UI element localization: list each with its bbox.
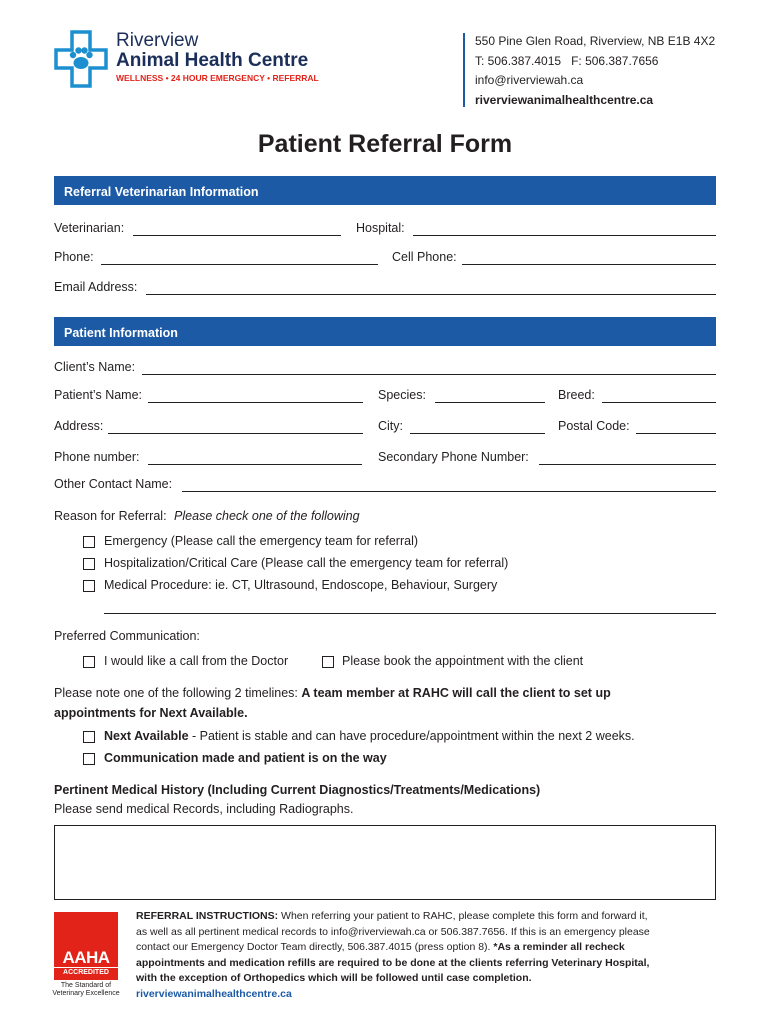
option-emergency: Emergency (Please call the emergency team for referral) xyxy=(104,534,419,548)
instructions-line-3b: *As a reminder all recheck xyxy=(493,941,625,953)
address-label: Address: xyxy=(54,419,104,433)
history-note: Please send medical Records, including Radiographs. xyxy=(54,802,354,816)
section-header-patient: Patient Information xyxy=(54,317,716,346)
checkbox-book-appointment[interactable] xyxy=(322,656,334,668)
referral-instructions xyxy=(136,909,716,1002)
timelines-intro: Please note one of the following 2 timelines: xyxy=(54,686,302,700)
cell-phone-label: Cell Phone: xyxy=(392,250,457,264)
checkbox-emergency[interactable] xyxy=(83,536,95,548)
page-title: Patient Referral Form xyxy=(257,130,513,158)
checkbox-medical-procedure[interactable] xyxy=(83,580,95,592)
species-field[interactable] xyxy=(435,402,545,403)
other-contact-label: Other Contact Name: xyxy=(54,477,173,491)
next-available-rest: - Patient is stable and can have procedure/appointment within the next 2 weeks. xyxy=(188,729,635,743)
option-on-the-way: Communication made and patient is on the way xyxy=(104,751,387,765)
phone-number-label: Phone number: xyxy=(54,450,140,464)
client-name-label: Client’s Name: xyxy=(54,360,136,374)
option-call-doctor: I would like a call from the Doctor xyxy=(104,654,289,668)
species-label: Species: xyxy=(378,388,426,402)
cell-phone-field[interactable] xyxy=(462,264,716,265)
option-hospitalization: Hospitalization/Critical Care (Please call the emergency team for referral) xyxy=(104,556,509,570)
checkbox-call-doctor[interactable] xyxy=(83,656,95,668)
instructions-line-5: with the exception of Orthopedics which will be followed until case completion. xyxy=(136,972,532,984)
logo-line-2: Animal Health Centre xyxy=(116,50,309,71)
timelines-note xyxy=(54,683,714,723)
breed-field[interactable] xyxy=(602,402,716,403)
clinic-phones: T: 506.387.4015 F: 506.387.7656 xyxy=(475,53,659,68)
cross-paw-icon xyxy=(54,30,108,88)
logo-line-1: Riverview xyxy=(116,30,199,51)
city-field[interactable] xyxy=(410,433,545,434)
phone-number-field[interactable] xyxy=(148,464,362,465)
veterinarian-label: Veterinarian: xyxy=(54,221,125,235)
patient-name-field[interactable] xyxy=(148,402,363,403)
option-book-appointment: Please book the appointment with the client xyxy=(342,654,584,668)
aaha-accredited: ACCREDITED xyxy=(54,967,118,976)
email-field[interactable] xyxy=(146,294,716,295)
reason-label: Reason for Referral: xyxy=(54,509,167,523)
option-next-available xyxy=(104,729,635,743)
city-label: City: xyxy=(378,419,403,433)
phone-label: Phone: xyxy=(54,250,94,264)
reason-hint: Please check one of the following xyxy=(174,509,360,523)
instructions-line-3a: contact our Emergency Doctor Team directly, 506.387.4015 (press option 8). xyxy=(136,941,494,953)
secondary-phone-field[interactable] xyxy=(539,464,716,465)
medical-history-box[interactable] xyxy=(54,825,716,900)
instructions-line-2: as well as all pertinent medical records to info@riverviewah.ca or 506.387.7656. If this is an emergency please xyxy=(136,925,650,938)
breed-label: Breed: xyxy=(558,388,595,402)
other-contact-field[interactable] xyxy=(182,491,716,492)
section-header-vet: Referral Veterinarian Information xyxy=(54,176,716,205)
clinic-logo xyxy=(54,28,324,88)
instructions-line-1: When referring your patient to RAHC, please complete this form and forward it, xyxy=(278,910,648,922)
aaha-sub-1: The Standard of xyxy=(60,982,112,989)
option-medical-procedure: Medical Procedure: ie. CT, Ultrasound, Endoscope, Behaviour, Surgery xyxy=(104,578,498,592)
header-divider xyxy=(463,33,465,107)
patient-name-label: Patient’s Name: xyxy=(54,388,143,402)
communication-label: Preferred Communication: xyxy=(54,629,200,643)
clinic-email[interactable]: info@riverviewah.ca xyxy=(475,73,584,87)
instructions-website[interactable]: riverviewanimalhealthcentre.ca xyxy=(136,987,292,1000)
instructions-line-4: appointments and medication refills are required to be done at the clients referring Veterinary Hospital, xyxy=(136,956,650,969)
address-field[interactable] xyxy=(108,433,363,434)
reason-label-row xyxy=(54,509,360,523)
hospital-label: Hospital: xyxy=(356,221,405,235)
clinic-address: 550 Pine Glen Road, Riverview, NB E1B 4X2 xyxy=(475,34,716,48)
hospital-field[interactable] xyxy=(413,235,716,236)
checkbox-hospitalization[interactable] xyxy=(83,558,95,570)
logo-tagline: WELLNESS • 24 HOUR EMERGENCY • REFERRAL xyxy=(116,73,319,83)
secondary-phone-label: Secondary Phone Number: xyxy=(378,450,529,464)
client-name-field[interactable] xyxy=(142,374,716,375)
clinic-website[interactable]: riverviewanimalhealthcentre.ca xyxy=(475,92,654,107)
timelines-bold-1: A team member at RAHC will call the client to set up xyxy=(301,686,611,700)
veterinarian-field[interactable] xyxy=(133,235,341,236)
timelines-bold-2: appointments for Next Available. xyxy=(54,706,248,720)
aaha-sub-2: Veterinary Excellence xyxy=(52,990,120,997)
phone-field[interactable] xyxy=(101,264,378,265)
postal-code-label: Postal Code: xyxy=(558,419,630,433)
next-available-bold: Next Available xyxy=(104,729,189,743)
history-heading: Pertinent Medical History (Including Current Diagnostics/Treatments/Medications) xyxy=(54,783,541,797)
email-label: Email Address: xyxy=(54,280,138,294)
medical-procedure-details-field[interactable] xyxy=(104,613,716,614)
checkbox-on-the-way[interactable] xyxy=(83,753,95,765)
aaha-badge xyxy=(54,912,118,998)
instructions-title: REFERRAL INSTRUCTIONS: xyxy=(136,910,279,922)
postal-code-field[interactable] xyxy=(636,433,716,434)
checkbox-next-available[interactable] xyxy=(83,731,95,743)
contact-block xyxy=(475,32,715,110)
aaha-logo-text: AAHA xyxy=(62,948,110,967)
aaha-logo-block xyxy=(54,912,118,980)
